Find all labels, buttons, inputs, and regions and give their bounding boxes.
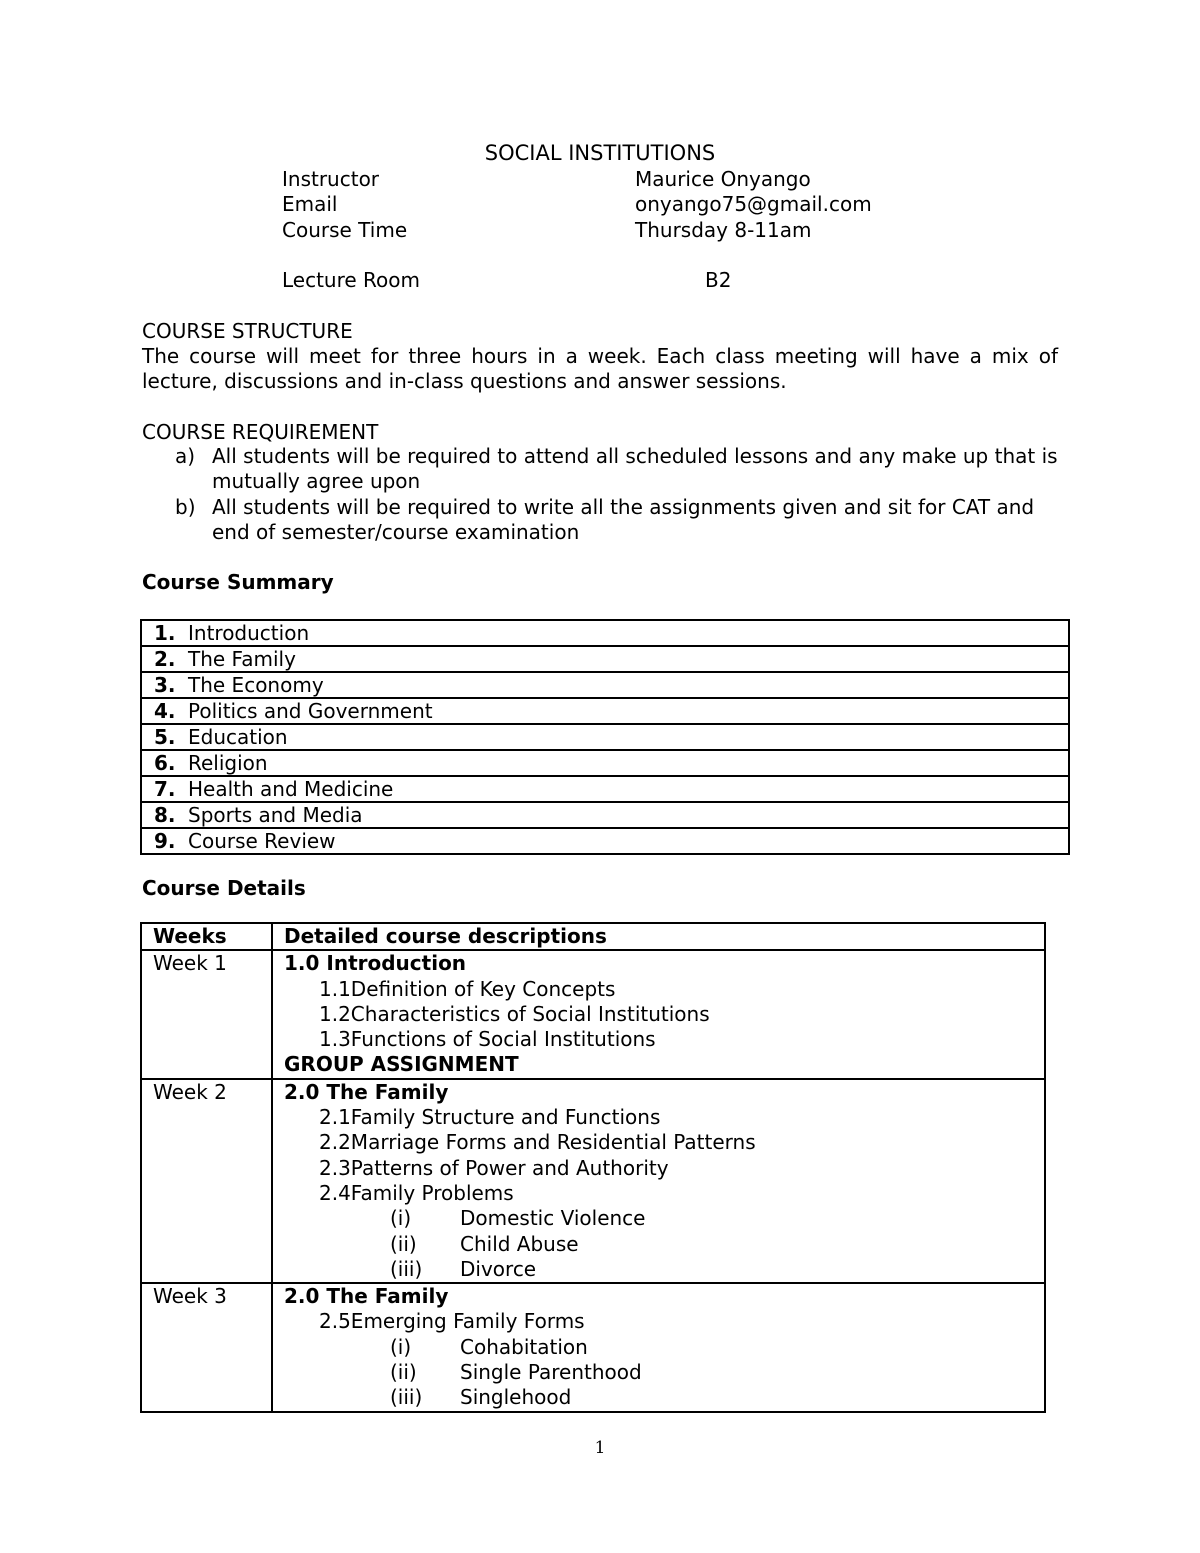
table-row	[141, 1079, 1045, 1283]
requirement-marker-b: b)	[175, 495, 196, 519]
sub-subtopic	[284, 1385, 1044, 1410]
email-label: Email	[282, 192, 338, 216]
subtopic: 1.1Definition of Key Concepts	[319, 976, 616, 1001]
sub-subtopic-text: Divorce	[460, 1256, 537, 1281]
summary-label: Introduction	[188, 621, 310, 645]
summary-label: Politics and Government	[188, 699, 433, 723]
summary-number: 4.	[154, 699, 176, 723]
summary-number: 5.	[154, 725, 176, 749]
summary-label: Religion	[188, 751, 268, 775]
subtopic: 2.3Patterns of Power and Authority	[319, 1155, 669, 1180]
topic-title: 1.0 Introduction	[284, 951, 467, 976]
week-cell: Week 1	[141, 950, 272, 1078]
summary-row	[141, 620, 1069, 646]
summary-row	[141, 802, 1069, 828]
summary-label: The Family	[188, 647, 296, 671]
summary-row	[141, 776, 1069, 802]
sub-subtopic-text: Child Abuse	[460, 1231, 579, 1256]
table-row	[141, 1283, 1045, 1411]
requirement-text-a: All students will be required to attend all scheduled lessons and any make up that is mutually agree upon	[212, 444, 1058, 493]
summary-row	[141, 750, 1069, 776]
description-cell	[272, 1079, 1045, 1283]
summary-row	[141, 672, 1069, 698]
course-time-label: Course Time	[282, 218, 408, 242]
sub-subtopic	[284, 1206, 1044, 1231]
table-row	[141, 950, 1045, 1078]
summary-number: 9.	[154, 829, 176, 853]
page-number: 1	[594, 1438, 606, 1458]
topic-title: 2.0 The Family	[284, 1284, 449, 1309]
subtopic: 2.4Family Problems	[319, 1180, 514, 1205]
sub-subtopic-text: Domestic Violence	[460, 1206, 646, 1231]
course-time-value: Thursday 8-11am	[635, 218, 812, 242]
summary-row	[141, 724, 1069, 750]
email-value: onyango75@gmail.com	[635, 192, 872, 216]
course-structure-heading: COURSE STRUCTURE	[142, 319, 353, 343]
subtopic: 1.2Characteristics of Social Institutions	[319, 1001, 710, 1026]
roman-numeral: (i)	[390, 1206, 412, 1231]
document-title: SOCIAL INSTITUTIONS	[484, 141, 716, 165]
description-cell	[272, 950, 1045, 1078]
summary-label: Course Review	[188, 829, 336, 853]
sub-subtopic	[284, 1360, 1044, 1385]
course-structure-text: The course will meet for three hours in a week. Each class meeting will have a mix of lecture, discussions and in-class questions and answer sessions.	[142, 344, 1058, 393]
roman-numeral: (ii)	[390, 1360, 417, 1385]
course-summary-table	[140, 619, 1070, 855]
roman-numeral: (i)	[390, 1334, 412, 1359]
lecture-room-value: B2	[705, 268, 732, 292]
summary-row	[141, 828, 1069, 854]
sub-subtopic-text: Single Parenthood	[460, 1360, 642, 1385]
sub-subtopic	[284, 1232, 1044, 1257]
sub-subtopic	[284, 1335, 1044, 1360]
roman-numeral: (ii)	[390, 1231, 417, 1256]
summary-label: Education	[188, 725, 288, 749]
sub-subtopic	[284, 1257, 1044, 1282]
description-cell	[272, 1283, 1045, 1411]
summary-row	[141, 698, 1069, 724]
summary-label: Health and Medicine	[188, 777, 394, 801]
requirement-text-b: All students will be required to write all the assignments given and sit for CAT and end of semester/course examination	[212, 495, 1035, 544]
roman-numeral: (iii)	[390, 1256, 423, 1281]
week-cell: Week 2	[141, 1079, 272, 1283]
summary-number: 8.	[154, 803, 176, 827]
summary-number: 3.	[154, 673, 176, 697]
instructor-value: Maurice Onyango	[635, 167, 811, 191]
course-details-table	[140, 922, 1046, 1413]
sub-subtopic-text: Singlehood	[460, 1385, 572, 1410]
subtopic: 2.5Emerging Family Forms	[319, 1309, 585, 1334]
instructor-label: Instructor	[282, 167, 380, 191]
summary-number: 2.	[154, 647, 176, 671]
lecture-room-label: Lecture Room	[282, 268, 421, 292]
requirement-marker-a: a)	[175, 444, 196, 468]
summary-number: 6.	[154, 751, 176, 775]
course-requirement-heading: COURSE REQUIREMENT	[142, 420, 379, 444]
summary-label: Sports and Media	[188, 803, 363, 827]
sub-subtopic-text: Cohabitation	[460, 1334, 588, 1359]
summary-row	[141, 646, 1069, 672]
course-summary-heading: Course Summary	[142, 570, 334, 594]
subtopic: 2.1Family Structure and Functions	[319, 1105, 661, 1130]
summary-number: 7.	[154, 777, 176, 801]
subtopic: 1.3Functions of Social Institutions	[319, 1027, 656, 1052]
descriptions-column-header: Detailed course descriptions	[272, 923, 1045, 950]
summary-number: 1.	[154, 621, 176, 645]
group-assignment-note: GROUP ASSIGNMENT	[284, 1052, 519, 1077]
roman-numeral: (iii)	[390, 1385, 423, 1410]
details-header-row	[141, 923, 1045, 950]
course-details-heading: Course Details	[142, 876, 306, 900]
week-cell: Week 3	[141, 1283, 272, 1411]
weeks-column-header: Weeks	[141, 923, 272, 950]
summary-label: The Economy	[188, 673, 324, 697]
topic-title: 2.0 The Family	[284, 1079, 449, 1104]
subtopic: 2.2Marriage Forms and Residential Patterns	[319, 1130, 756, 1155]
